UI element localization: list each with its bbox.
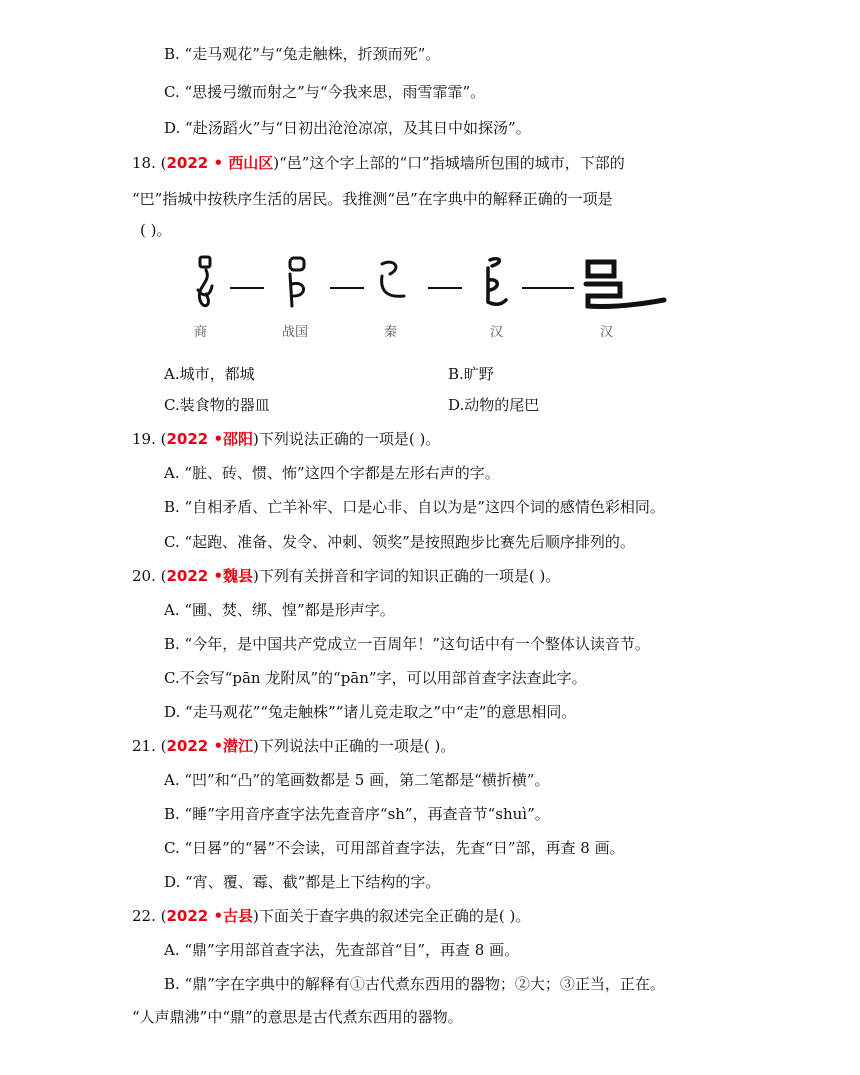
yi-character-evolution-figure [182, 246, 677, 344]
label-shang: 商 [194, 325, 208, 340]
q17-option-d: D. “赴汤蹈火”与“日初出沧沧凉凉，及其日中如探汤”。 [164, 119, 531, 137]
q18-source-tag: 2022 • 西山区 [166, 154, 274, 172]
q19-number: 19. ( [132, 430, 167, 448]
q20-number: 20. ( [132, 567, 167, 585]
glyph-shang [198, 257, 212, 306]
q22-number: 22. ( [132, 907, 167, 925]
q22-source-tag: 2022 •古县 [166, 907, 254, 925]
q18-option-a: A.城市，都城 [164, 365, 255, 383]
q20-option-b: B. “今年，是中国共产党成立一百周年！”这句话中有一个整体认读音节。 [164, 635, 650, 653]
glyph-zhanguo [290, 258, 304, 306]
glyph-han-1 [488, 259, 506, 304]
q21-option-b: B. “睡”字用音序查字法先查音序“sh”，再查音节“shuì”。 [164, 805, 550, 823]
q20-stem [132, 566, 560, 586]
q21-stem-text: )下列说法中正确的一项是( )。 [253, 737, 456, 755]
label-zhanguo: 战国 [282, 325, 309, 340]
q21-option-d: D. “宵、覆、霉、截”都是上下结构的字。 [164, 873, 441, 891]
q22-option-a: A. “鼎”字用部首查字法，先查部首“目”，再查 8 画。 [164, 941, 520, 959]
q17-option-b: B. “走马观花”与“兔走触株，折颈而死”。 [164, 45, 441, 63]
q19-source-tag: 2022 •邵阳 [166, 430, 254, 448]
q20-option-a: A. “圃、焚、绑、惶”都是形声字。 [164, 601, 395, 619]
q19-option-c: C. “起跑、准备、发令、冲刺、领奖”是按照跑步比赛先后顺序排列的。 [164, 533, 635, 551]
q18-stem-line2: “巴”指城中按秩序生活的居民。我推测“邑”在字典中的解释正确的一项是 [132, 190, 613, 208]
q21-option-c: C. “日晷”的“晷”不会读，可用部首查字法，先查“日”部，再查 8 画。 [164, 839, 625, 857]
q20-option-c: C.不会写“pān 龙附凤”的“pān”字，可以用部首查字法查此字。 [164, 669, 587, 687]
q18-stem-line1 [132, 153, 625, 173]
q18-number: 18. ( [132, 154, 167, 172]
q18-stem-text: )“邑”这个字上部的“口”指城墙所包围的城市，下部的 [273, 154, 625, 172]
q19-stem [132, 429, 440, 449]
q21-option-a: A. “凹”和“凸”的笔画数都是 5 画，第二笔都是“横折横”。 [164, 771, 550, 789]
q20-option-d: D. “走马观花”“兔走触株”“诸儿竞走取之”中“走”的意思相同。 [164, 703, 577, 721]
q19-stem-text: )下列说法正确的一项是( )。 [253, 430, 441, 448]
label-han-2: 汉 [600, 325, 614, 340]
q21-number: 21. ( [132, 737, 167, 755]
label-qin: 秦 [384, 325, 398, 340]
q18-answer-blank: ( )。 [140, 221, 172, 239]
q22-option-b-line1: B. “鼎”字在字典中的解释有①古代煮东西用的器物；②大；③正当，正在。 [164, 975, 665, 993]
q19-option-a: A. “脏、砖、惯、怖”这四个字都是左形右声的字。 [164, 464, 500, 482]
glyph-qin [382, 262, 404, 296]
label-han-1: 汉 [490, 325, 504, 340]
q18-option-c: C.装食物的器皿 [164, 396, 270, 414]
q22-option-b-line2: “人声鼎沸”中“鼎”的意思是古代煮东西用的器物。 [132, 1008, 463, 1026]
q17-option-c: C. “思援弓缴而射之”与“今我来思，雨雪霏霏”。 [164, 83, 486, 101]
q18-option-d: D.动物的尾巴 [448, 396, 540, 414]
q18-option-b: B.旷野 [448, 365, 494, 383]
q22-stem-text: )下面关于查字典的叙述完全正确的是( )。 [253, 907, 531, 925]
q19-option-b: B. “自相矛盾、亡羊补牢、口是心非、自以为是”这四个词的感情色彩相同。 [164, 498, 665, 516]
glyph-han-2 [586, 262, 664, 307]
q22-stem [132, 906, 530, 926]
q20-stem-text: )下列有关拼音和字词的知识正确的一项是( )。 [253, 567, 561, 585]
q20-source-tag: 2022 •魏县 [166, 567, 254, 585]
q21-stem [132, 736, 455, 756]
q21-source-tag: 2022 •潜江 [166, 737, 254, 755]
